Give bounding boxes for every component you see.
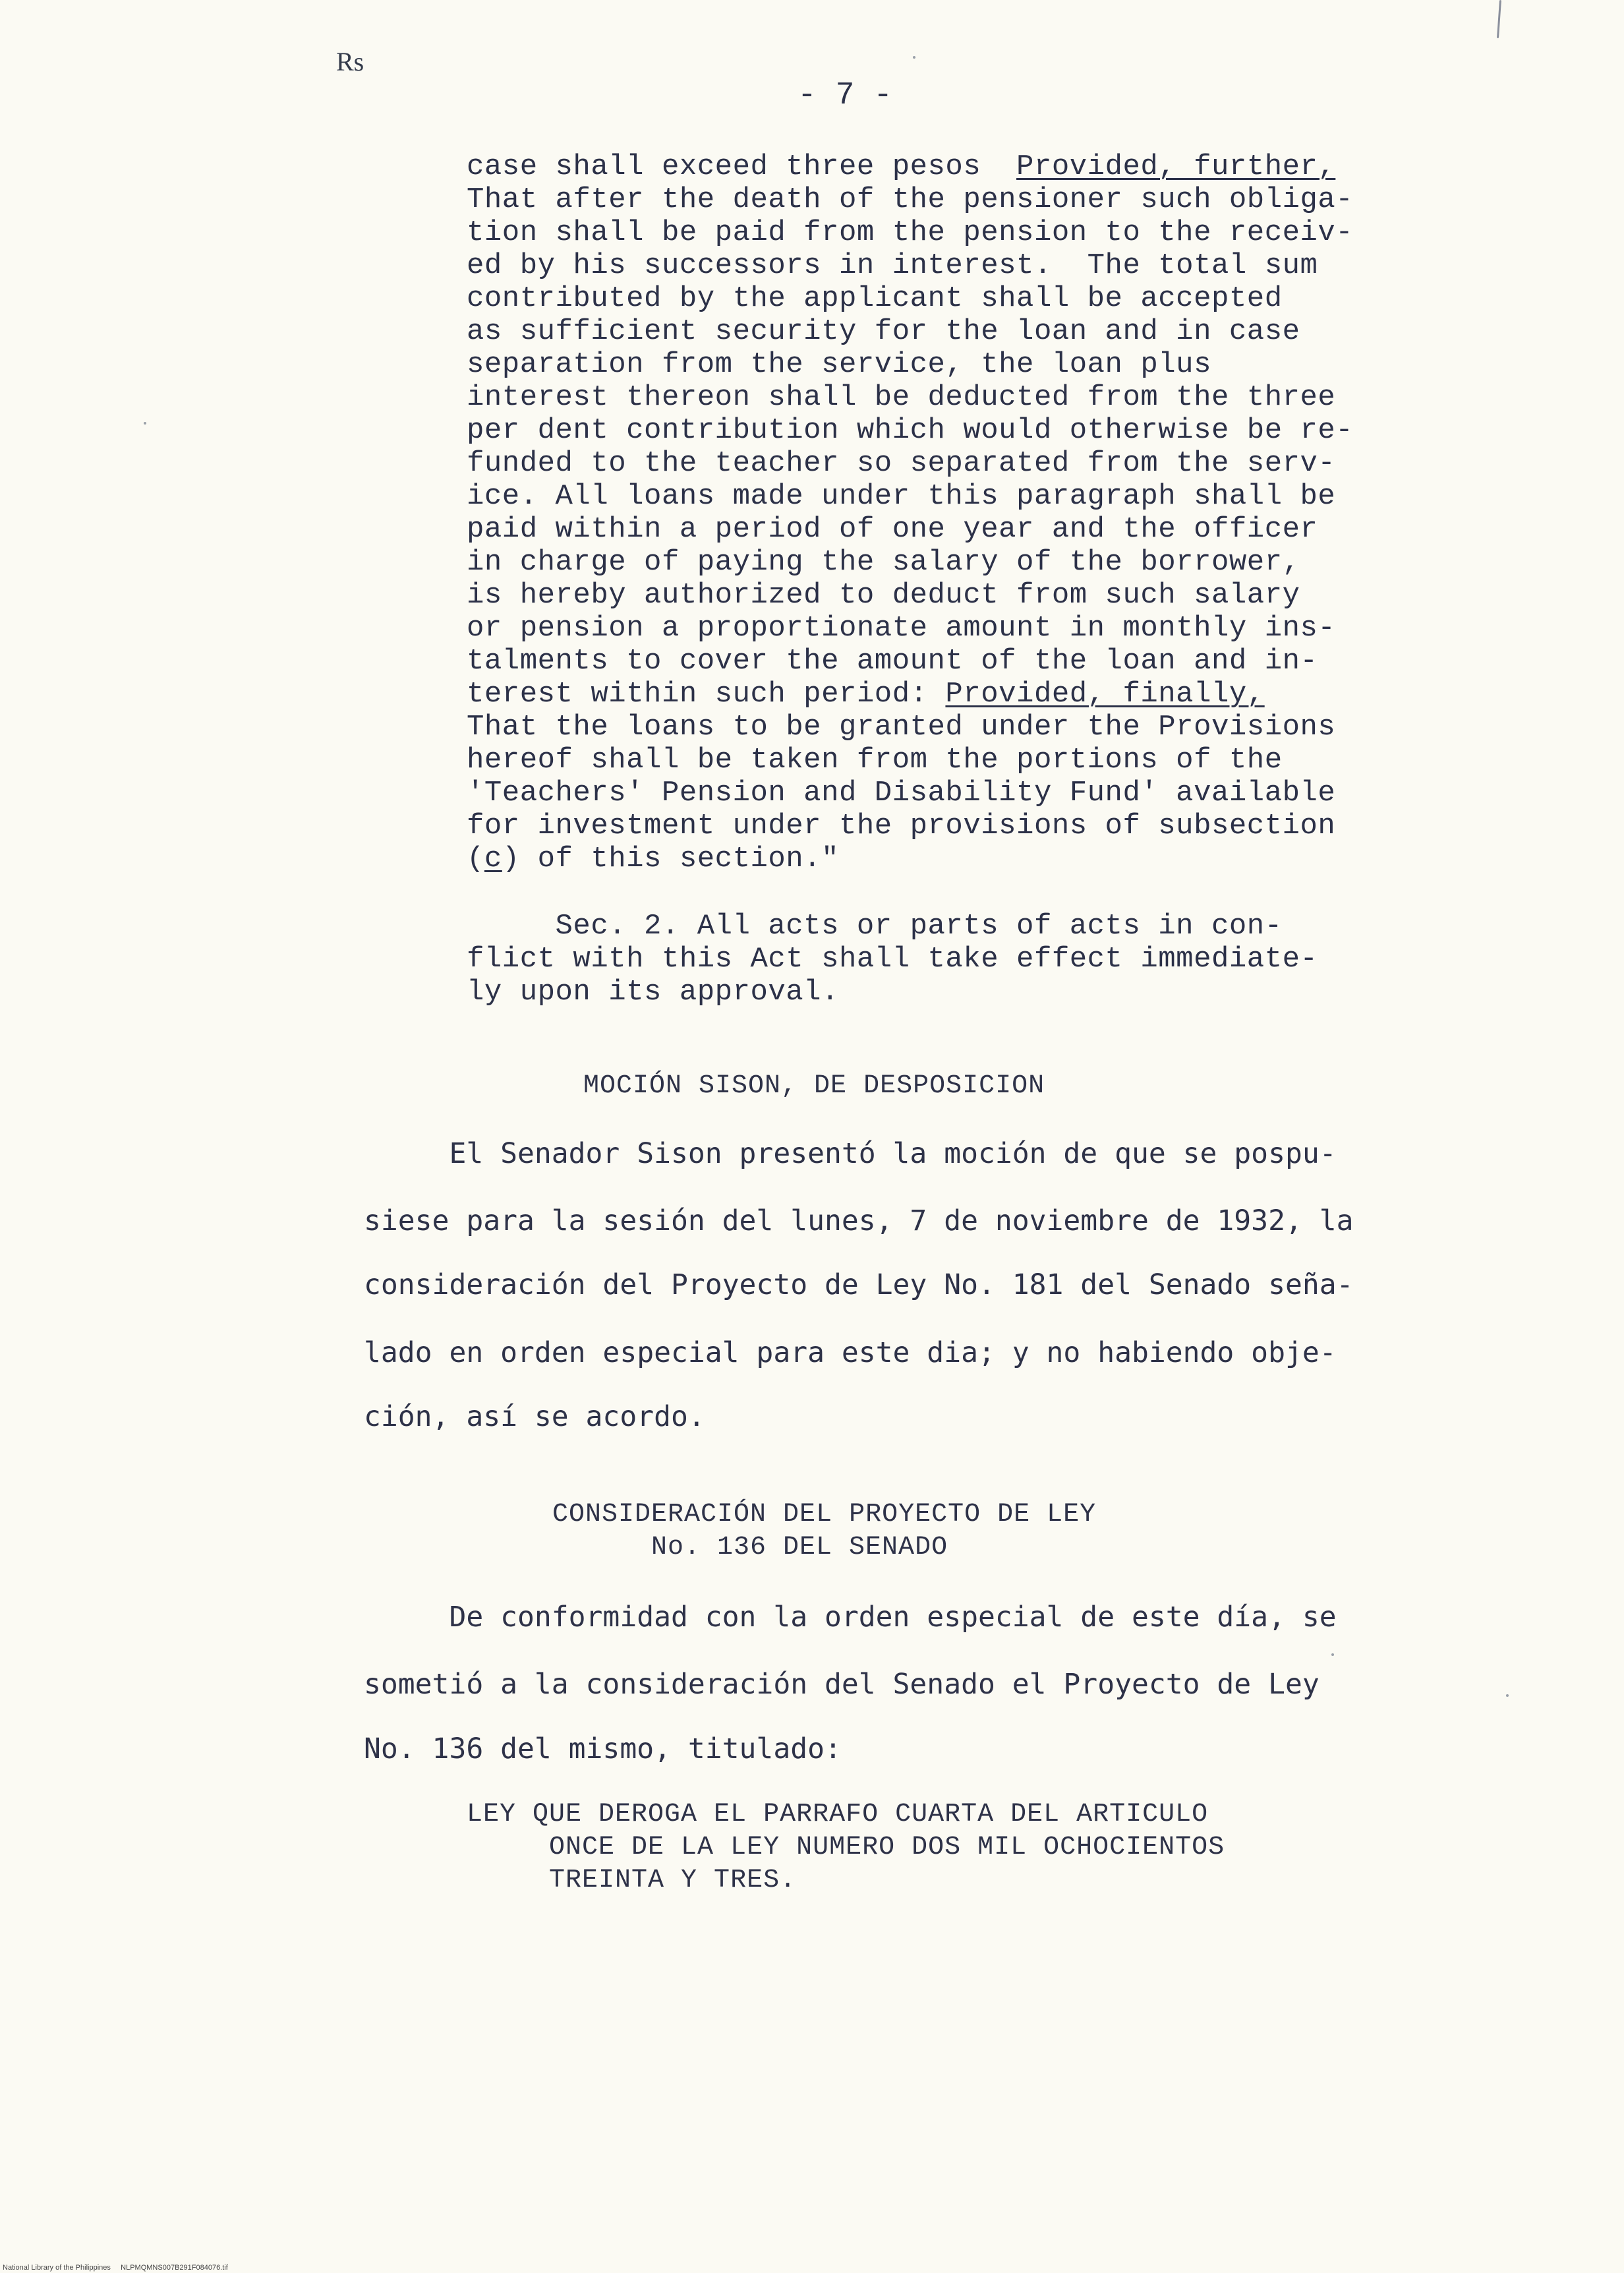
- bill-line-20: 'Teachers' Pension and Disability Fund' available: [467, 777, 1336, 810]
- scan-speck: [913, 56, 915, 59]
- bill-line-19: hereof shall be taken from the portions of the: [467, 744, 1283, 777]
- consideracion-heading-2: No. 136 DEL SENADO: [651, 1533, 948, 1562]
- consideracion-line-2: sometió a la consideración del Senado el Proyecto de Ley: [364, 1668, 1320, 1701]
- scan-speck: [1331, 1653, 1334, 1656]
- bill-line-9: per dent contribution which would otherwise be re-: [467, 414, 1354, 447]
- bill-line-2: That after the death of the pensioner such obliga-: [467, 183, 1354, 216]
- mocion-line-1: El Senador Sison presentó la moción de que se pospu-: [364, 1137, 1337, 1170]
- typist-initials: Rs: [336, 47, 364, 76]
- bill-line-4: ed by his successors in interest. The total sum: [467, 249, 1318, 282]
- sec2-line-1: Sec. 2. All acts or parts of acts in con-: [467, 910, 1283, 943]
- bill-line-22: (c) of this section.": [467, 842, 839, 875]
- bill-line-11: ice. All loans made under this paragraph shall be: [467, 480, 1336, 513]
- bill-line-17: terest within such period: Provided, finally,: [467, 678, 1265, 711]
- bill-line-12: paid within a period of one year and the officer: [467, 513, 1318, 546]
- bill-title-line-2: ONCE DE LA LEY NUMERO DOS MIL OCHOCIENTOS: [467, 1833, 1225, 1862]
- bill-line-15: or pension a proportionate amount in monthly ins-: [467, 612, 1336, 645]
- sec2-line-2: flict with this Act shall take effect immediate-: [467, 943, 1318, 976]
- archive-credit: National Library of the Philippines NLPMQMNS007B291F084076.tif: [3, 2264, 228, 2272]
- provided-further: Provided, further,: [1016, 150, 1336, 183]
- bill-line-16: talments to cover the amount of the loan and in-: [467, 645, 1318, 678]
- consideracion-heading-1: CONSIDERACIÓN DEL PROYECTO DE LEY: [552, 1500, 1097, 1529]
- consideracion-line-3: No. 136 del mismo, titulado:: [364, 1732, 842, 1765]
- bill-line-6: as sufficient security for the loan and in case: [467, 315, 1300, 348]
- mocion-line-4: lado en orden especial para este dia; y no habiendo obje-: [364, 1336, 1337, 1369]
- provided-finally: Provided, finally,: [945, 678, 1265, 711]
- scan-speck: [1506, 1694, 1509, 1697]
- bill-line-7: separation from the service, the loan plus: [467, 348, 1211, 381]
- subsection-c: c: [484, 842, 502, 875]
- page-number: - 7 -: [798, 78, 893, 113]
- bill-title-line-1: LEY QUE DEROGA EL PARRAFO CUARTA DEL ARTICULO: [467, 1800, 1209, 1829]
- consideracion-line-1: De conformidad con la orden especial de este día, se: [364, 1601, 1337, 1634]
- bill-line-13: in charge of paying the salary of the borrower,: [467, 546, 1300, 579]
- bill-line-14: is hereby authorized to deduct from such salary: [467, 579, 1300, 612]
- mocion-line-3: consideración del Proyecto de Ley No. 181 del Senado seña-: [364, 1268, 1354, 1301]
- bill-title-line-3: TREINTA Y TRES.: [467, 1866, 797, 1895]
- bill-line-8: interest thereon shall be deducted from the three: [467, 381, 1336, 414]
- bill-line-21: for investment under the provisions of subsection: [467, 810, 1336, 842]
- mocion-line-2: siese para la sesión del lunes, 7 de noviembre de 1932, la: [364, 1204, 1354, 1237]
- scan-speck: [144, 422, 146, 425]
- mocion-line-5: ción, así se acordo.: [364, 1400, 705, 1433]
- page-edge-mark: [1497, 0, 1501, 38]
- bill-line-1: case shall exceed three pesos Provided, further,: [467, 150, 1336, 183]
- bill-line-3: tion shall be paid from the pension to the receiv-: [467, 216, 1354, 249]
- bill-line-10: funded to the teacher so separated from the serv-: [467, 447, 1336, 480]
- bill-line-5: contributed by the applicant shall be accepted: [467, 282, 1283, 315]
- bill-line-18: That the loans to be granted under the Provisions: [467, 711, 1336, 744]
- mocion-heading: MOCIÓN SISON, DE DESPOSICION: [583, 1071, 1045, 1101]
- sec2-line-3: ly upon its approval.: [467, 976, 839, 1009]
